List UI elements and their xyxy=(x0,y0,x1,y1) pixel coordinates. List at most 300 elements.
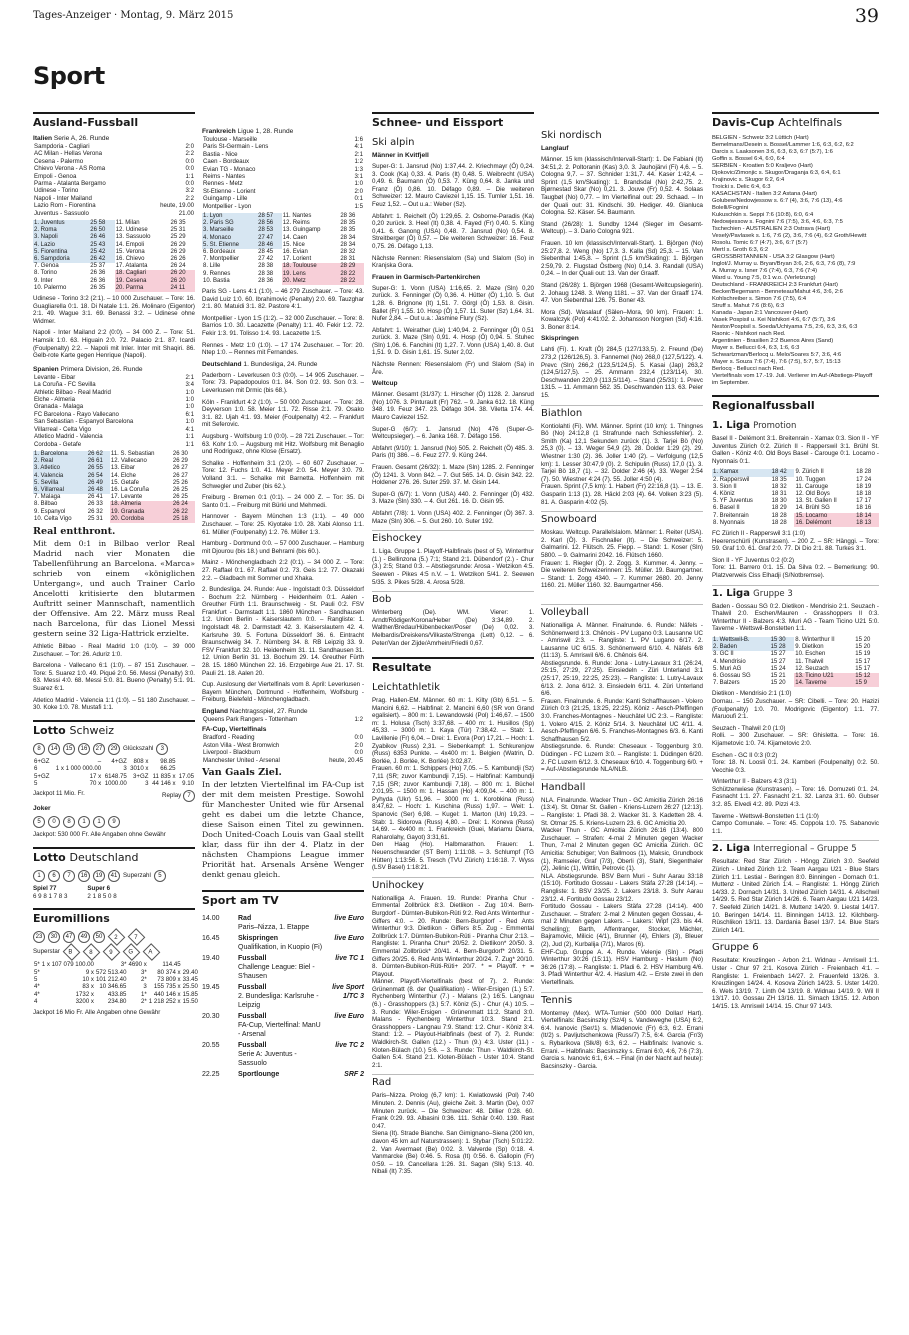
frankreich-report-2: Montpellier - Lyon 1:5 (1:2). – 32 000 Zuschauer. – Tore: 8. Barrios 1:0. 30. Lacazette (Penalty) 1:1. 40. Fekir 1:2. 72. Fekir 1:3. 91. Tolisso 1:4. 93. Lacazette 1:5. xyxy=(202,314,364,338)
points: 26 20 xyxy=(170,278,195,285)
frankreich-heading: Frankreich Ligue 1, 28. Runde xyxy=(202,128,294,135)
team: 20. Metz xyxy=(282,278,340,285)
match: Guingamp - Lille xyxy=(203,195,248,203)
italien-results xyxy=(33,143,195,217)
nordisch-result: Stand (26/28): 1. Sundby 1244 (Sieger im Gesamt-Weltcup). – 3. Dario Cologna 921. xyxy=(541,220,703,236)
points: 26 24 xyxy=(170,263,186,270)
team: 13. St. Gallen II xyxy=(795,498,837,505)
match: Cordoba - Getafe xyxy=(34,440,82,448)
payout-row xyxy=(33,758,195,765)
italien-report-2: Napoli - Inter Mailand 2:2 (0:0). – 34 000 Z. – Tore: 51. Hamsik 1:0. 63. Higuain 2:0. 72. Palacio 2:1. 87. Icardi (Foulpenalty) 2:2. – Napoli mit Inler. Inter mit Shaqiri. 86. Gelb-rote Karte gegen Henrique (Napoli). xyxy=(33,329,195,360)
result-row xyxy=(33,173,195,180)
l2-heading: 2. Liga Interregional – Gruppe 5 xyxy=(712,840,879,855)
payout-cell: 6148.75 xyxy=(104,772,127,780)
match: Chievo Verona - AS Roma xyxy=(34,165,106,173)
team: 3. Marseille xyxy=(202,227,257,234)
alpin-result: Super-G (6/7): 1. Vonn (USA) 440. 2. Fenninger (Ö) 432. 3. Maze (Sln) 330. – 4. Gut 261. 16. D. Gisin 95. xyxy=(372,490,534,506)
lotto-ball: 23 xyxy=(33,931,45,943)
result-row xyxy=(33,158,195,165)
points: 26 27 xyxy=(172,465,188,472)
tv-schedule xyxy=(202,913,364,1080)
header-dateline: Tages-Anzeiger · Montag, 9. März 2015 xyxy=(33,10,234,21)
points: 18 29 xyxy=(771,505,787,512)
team: 11. Carouge xyxy=(795,483,829,490)
match: Juventus - Sassuolo xyxy=(34,209,89,217)
score: 1:6 xyxy=(354,136,363,143)
result-row xyxy=(33,441,195,448)
tv-channel: live Euro xyxy=(334,1013,364,1021)
standing-row xyxy=(202,271,364,278)
points: 28 35 xyxy=(340,220,356,227)
result-row xyxy=(33,381,195,388)
points: 26 25 xyxy=(172,494,188,501)
points: 15 20 xyxy=(855,636,871,643)
points: 26 48 xyxy=(87,487,110,494)
points: 15 24 xyxy=(770,665,786,672)
team: 11. S. Sebastian xyxy=(110,450,155,457)
points: 26 46 xyxy=(89,234,114,241)
result-row xyxy=(202,188,364,195)
payout-cell: 1 218 252 x xyxy=(148,998,181,1006)
result-row xyxy=(33,143,195,150)
team: 15. Verona xyxy=(115,248,145,255)
points: 26 41 xyxy=(87,494,103,501)
team: 18. Toulouse xyxy=(282,263,340,270)
alpin-result: Abfahrt (7/8): 1. Vonn (USA) 402. 2. Fenninger (Ö) 367. 3. Maze (Sln) 306. – 5. Gut 260. 10. Suter 192. xyxy=(372,509,534,525)
points: 28 38 xyxy=(258,270,274,277)
standing-row xyxy=(712,673,879,680)
tv-program xyxy=(238,913,323,933)
alpin-result: Super-G: 1. Vonn (USA) 1:16,65. 2. Maze (Sln) 0,20 zurück. 3. Fenninger (Ö) 0,36. 4. Hütter (Ö) 1,10. 5. Gut 1,28. 6. Brignone (It) 1,51. 7. Görgl (Ö) 1,53. 8. Gisin. Ballet (Fr) 1,55. 10. Hosp (Ö) 1,57. 11. Suter (Sz) 1,64. 31. Nufer 2,84. – Out u.a.: Jasmine Flury (Sz). xyxy=(372,284,534,323)
match: Levante - Eibar xyxy=(34,373,76,381)
payout-cell: 1732 x xyxy=(75,990,94,998)
score: 1:1 xyxy=(185,440,194,448)
standing-row xyxy=(33,234,195,241)
score: 1:1 xyxy=(185,172,194,180)
points: 26 25 xyxy=(172,486,188,493)
tv-time: 19.45 xyxy=(202,984,220,992)
result-row xyxy=(33,210,195,217)
tv-sport: Skispringen xyxy=(238,935,279,943)
standing-row xyxy=(712,484,879,491)
biathlon-text: Kontiolahti (Fi). WM. Männer. Sprint (10 km): 1. Thingnes Bö (No) 24:12,8 (1 Strafrunde nach Schiessfehler). 2. Smith (Ka) 12,1 Sekunden zurück (1). 3. Tarjei Bö (No) 25,3 (0). – 13. Weger 54,9 (2). 28. Dolder 1:29 (2). 29. Wiestner 1:30 (2). 36. Joller 1:40 (2). – Verfolgung (12,5 km): 1. Lesser 30:47,9 (0). 2. Schipulin (Russ) 17,0 (1). 3. Tarjei Bö 18,7 (1). – 32. Dolder 2:46 (4). 33. Weger 2:54 (7). 50. Wiestner 4:24 (7). 55. Joller 4:50 (4). Frauen. Sprint (7,5 km): 1. Habert (Fr) 22:16,8 (1). – 13. E. Gasparin 1:13 (1). 28. Häckl 2:03 (4). 64. Volken 3:23 (5). 81. A. Gasparin 4:02 (5). xyxy=(541,422,703,506)
l1-promotion-text: Basel II - Delémont 3:1. Breitenrain - Xamax 0:3. Sion II - YF Juventus Zürich 0:2. Zürich II - Rapperswil 3:1. Brühl St. Gallen - Köniz 4:0. Old Boys Basel - Carouge 0:1. Locarno - Nyonnais 0:1. xyxy=(712,435,879,465)
team: 15. Nice xyxy=(282,241,305,248)
team: 5. Sevilla xyxy=(33,480,87,487)
payout-cell: 3* xyxy=(140,968,147,976)
page-header xyxy=(33,5,879,28)
team: 7. Montpellier xyxy=(203,256,240,263)
team: 2. Baden xyxy=(712,644,770,651)
payout-cell: 1 x 107 079 100.00 xyxy=(41,961,94,969)
points: 28 35 xyxy=(340,227,356,234)
team: 7. Genoa xyxy=(34,263,59,270)
tv-sport: Sportlounge xyxy=(238,1071,280,1079)
deutschland-report: Cup. Auslosung der Viertelfinals vom 8. April: Leverkusen - Bayern München, Dortmund - Hoffenheim, Wolfsburg - Freiburg, Bielefeld - Mönchengladbach. xyxy=(202,681,364,704)
points: 26 35 xyxy=(170,220,186,227)
team: 4. Valencia xyxy=(33,473,87,480)
points: 15 27 xyxy=(770,651,786,658)
euromillions-balls xyxy=(33,931,195,943)
standing-row xyxy=(33,516,195,523)
payout-cell: 6 xyxy=(34,765,38,773)
payout-cell: 44 146 x xyxy=(152,779,176,787)
alpin-subheading: Weltcup xyxy=(372,380,398,388)
deutschland-reports xyxy=(202,372,364,704)
g3-report-4: Winterthur II - Balzers 4:3 (3:1) Schützenwiese (Kunstrasen). – Tore: 16. Domuzeti 0:1. 24. Fasnacht 1:1. 27. Fasnacht 2:1. 32. Lanza 3:1. 60. Gubser 3:2. 85. Elvedi 4:2. 89. Pizzi 4:3. xyxy=(712,778,879,809)
tv-channel: live TC 1 xyxy=(335,955,364,963)
lotto-ch-balls xyxy=(33,743,195,755)
team: 6. Gossau SG xyxy=(713,672,751,679)
standing-row xyxy=(33,480,195,487)
l1-report-2: Sion II - YF Juventus 0:2 (0:2) Tore: 11. Barrero 0:1. 15. Da Silva 0:2. – Bemerkung: 90. Platzverweis Ciss Elhadji (S/Notbremse). xyxy=(712,556,879,579)
score: 0:0 xyxy=(354,749,363,757)
match: Cesena - Palermo xyxy=(34,157,84,165)
superstar-label: Superstar xyxy=(33,948,60,956)
standing-row xyxy=(712,505,879,512)
payout-cell: 1* xyxy=(140,990,147,998)
bob-text: Winterberg (De). WM. Vierer: 1. Arndt/Rödiger/Korona/Heber (De) 3:34,89. 2. Walther/Bredau/Hübenbecker/Poser (De) 0,02. 3. Melbardis/Dreiskens/Vilkaste/Strenga (Lett) 0,12. – 6. Peter/Van der Zijde/Amrhein/Friedli 0,67. xyxy=(372,609,534,647)
points: 26 54 xyxy=(87,473,110,480)
team: 14. Taverne xyxy=(794,680,854,687)
team: 18. Almeria xyxy=(110,501,172,508)
payout-cell: 5* xyxy=(34,961,40,969)
g3-report-3: Eschen - GC II 0:3 (0:2) Tore: 18. N. Loosli 0:1. 24. Kamberi (Foulpenalty) 0:2. 50. Vecchie 0:3. xyxy=(712,751,879,774)
team: 14. Brühl SG xyxy=(795,505,830,512)
standing-row xyxy=(712,651,879,658)
joker-digit: 5 xyxy=(33,816,45,828)
team: 12. Vallecano xyxy=(110,458,147,465)
payout-cell: 3 xyxy=(123,765,127,773)
points: 18 18 xyxy=(856,490,872,497)
score: 1:0 xyxy=(185,388,194,396)
result-row xyxy=(202,742,364,749)
payout-cell: 440 146 x xyxy=(153,990,181,998)
match: Bradford - Reading xyxy=(203,734,255,742)
team: 5. St. Etienne xyxy=(202,242,257,249)
lotto-ch-jackpot: Jackpot 11 Mio. Fr. xyxy=(33,790,85,798)
tv-channel: live Sport 1/TC 3 xyxy=(332,984,364,1001)
lotto-ball: 29 xyxy=(108,743,120,755)
points: 28 45 xyxy=(258,249,274,256)
payout-cell: 1 x 1 000 000.00 xyxy=(55,765,102,773)
schnee-heading: Schnee- und Eissport xyxy=(372,112,534,129)
result-row xyxy=(33,396,195,403)
team: 10. Bastia xyxy=(203,277,230,284)
section-title: Sport xyxy=(33,62,105,90)
joker-digit: 9 xyxy=(108,816,120,828)
points: 28 53 xyxy=(257,227,282,234)
team: 19. Lens xyxy=(282,271,340,278)
score: 4:1 xyxy=(354,143,363,151)
payout-row xyxy=(33,998,199,1005)
team: 17. Levante xyxy=(110,494,143,501)
team: 3. Sion II xyxy=(713,483,737,490)
spanien-report-3: Atletico Madrid - Valencia 1:1 (1:0). – 51 180 Zuschauer. – 30. Koke 1:0. 78. Mustafi 1:1. xyxy=(33,696,195,712)
score: heute, 19.00 xyxy=(160,202,194,210)
points: 15 20 xyxy=(855,644,871,651)
points: 15 17 xyxy=(855,665,871,672)
frankreich-results xyxy=(202,136,364,210)
team: 11. Thalwil xyxy=(795,658,824,665)
standing-row xyxy=(33,494,195,501)
score: 3:4 xyxy=(185,381,194,389)
nordisch-result: Lahti (Fi). 1. Kraft (Ö) 284,5 (127/133,5). 2. Freund (De) 273,2 (126/126,5). 3. Fannemel (No) 268,0 (127,5/122). 4. Prevc (Sln) 266,2 (123,5/124,5). 5. Kasai (Jap) 263,2 (124,5/127,5). – 25. Ammann 232,4 (123/114). 30. Deschwanden 220,9 (113,5/114). – Stand (25/31): 1. Prevc 1315. – 11. Ammann 562. 35. Deschwanden 113. 63. Peier 15. xyxy=(541,346,703,400)
standing-row xyxy=(33,256,195,263)
score: 2:1 xyxy=(354,150,363,158)
team: 19. Cesena xyxy=(115,278,170,285)
tv-program xyxy=(238,933,323,953)
points: 26 62 xyxy=(87,451,110,458)
team: 20. Cordoba xyxy=(110,516,172,523)
deutschland-report: 2. Bundesliga. 24. Runde: Aue - Ingolstadt 0:3. Düsseldorf - Bochum 2:2. Nürnberg - Heidenheim 0:1. Aalen - Greuther Fürth 1:1. Braunschweig - St. Pauli 0:2. FSV Frankfurt - Darmstadt 1:1. 1860 München - Sandhausen 1:2. Union Berlin - Kaiserslautern 0:0. – Rangliste: 1. Ingolstadt 48. 2. Darmstadt 42. 3. Kaiserslautern 42. 4. Karlsruhe 39. 5. Fortuna Düsseldorf 36. 6. Eintracht Braunschweig 34. 7. Nürnberg 34. 8. RB Leipzig 33. 9. FSV Frankfurt 32. 10. Heidenheim 31. 11. Sandhausen 31. 12. Union Berlin 31. 13. Bochum 29. 14. Greuther Fürth 28. 15. 1860 München 22. 16. Erzgebirge Aue 21. 17. St. Pauli 21. 18. Aalen 20. xyxy=(202,586,364,677)
davis-text: BELGIEN - Schweiz 3:2 Lüttich (Hart) Bemelmans/Desein s. Bossel/Lammer 1:6, 6:3, 6:2, 6:2 Darcis s. Laaksonen 3:6, 6:3, 6:3, 6:7 (5:7), 1:6 Goffin s. Bossel 6:4, 6:0, 6:4 SERBIEN - Kroatien 5:0 Kraljevo (Hart) Djokovic/Zimonjic s. Skugor/Draganja 6:3, 6:4, 6:1 Krajinovic s. Skugor 6:2, 6:4 Troicki s. Delic 6:4, 6:3 KASACHSTAN - Italien 3:2 Astana (Hart) Golubew/Nedowjessow s. 6:7 (4), 3:6, 7:6 (13), 4:6 Bolelli/Fognini Kukuschkin s. Seppi 7:6 (10:8), 6:0, 6:4 Nedowjessow s. Fognini 7:6 (7:5), 3:6, 4:6, 6:3, 7:5 Tschechien - AUSTRALIEN 2:3 Ostrava (Hart) Veselý/Pavlasek s. 1:6, 7:6 (2), 3:6, 7:6 (4), 6:2 Groth/Hewitt Rosolu. Tomic 6:7 (4:7), 3:6, 6:7 (5:7) Mertl s. Groth 6:3, 6:2 GROSSBRITANNIEN - USA 3:2 Glasgow (Hart) Inglot/J. Murray u. Bryan/Bryan 3:6, 2:6, 6:3, 7:6 (8), 7:9 A. Murray s. Isner 7:6 (7:4), 6:3, 7:6 (7:4) Ward u. Young 7:5, 0:1 w.o. (Verletzung) Deutschland - FRANKREICH 2:3 Frankfurt (Hart) Becker/Begemann - Benneteau/Mahut 4:6, 3:6, 2:6 Kohlschreiber s. Simon 7:6 (7:5), 6:4 Struff s. Mahut 7:6 (8:6), 6:3 Kanada - Japan 2:1 Vancouver (Hart) Vasek Pospisil u. Kei Nishikori 4:6, 6:7 (5:7), 3:6 Nestor/Pospisil s. Soeda/Uchiyama 7:5, 2:6, 6:3, 3:6, 6:3 Raonic - Nishikori nach Red. Argentinien - Brasilien 2:2 Buenos Aires (Sand) Mayer s. Bellucci 6:4, 6:3, 1:6, 6:3 Schwartzman/Berlocq u. Melo/Soares 5:7, 3:6, 4:6 Mayer s. Souza 7:6 (7:4), 7:6 (7:5), 5:7, 5:7, 15:13 Berlocq - Bellucci nach Red. Viertelfinals vom 17.-19. Juli. Verlierer im Auf-/Abstiegs-Playoff im September. xyxy=(712,135,873,386)
result-row xyxy=(33,202,195,209)
superstar-char: 9 xyxy=(108,949,113,956)
score: 0:0 xyxy=(185,165,194,173)
points: 26 33 xyxy=(87,501,103,508)
result-row xyxy=(202,136,364,143)
match: Sampdoria - Cagliari xyxy=(34,143,90,150)
g6-text: Resultate: Kreuzlingen - Arbon 2:1. Widnau - Amriswil 1:1. Uster - Chur 97 2:1. Kosova Zürich - Freienbach 4:1. – Rangliste: 1. Freienbach 14/27. 2. Frauenfeld 13/26. 3. Kreuzlingen 14/24. 4. Kosova Zürich 14/23. 5. Uster 14/20. 6. Wels 13/19. 7. Linth 04 13/19. 8. Widnau 14/19. 9. Wil II 13/17. 10. Gossau ZH 13/16. 11. Sirnach 13/15. 12. Arbon 14/15. 13. Amriswil 14/14. 15. Chur 97 14/3. xyxy=(712,957,879,1010)
score: 0:0 xyxy=(185,180,194,188)
match: Montpellier - Lyon xyxy=(203,202,252,210)
points: 28 29 xyxy=(339,263,364,270)
match: Athletic Bilbao - Real Madrid xyxy=(34,388,111,396)
standing-row xyxy=(33,465,195,472)
score: 1:0 xyxy=(185,418,194,426)
column-schnee-right xyxy=(541,128,703,1332)
team: 6. Basel II xyxy=(713,505,740,512)
alpin-result: Abfahrt: 1. Reichelt (Ö) 1:29,65. 2. Osborne-Paradis (Ka) 0,20 zurück. 3. Heel (It) 0,38. 4. Fayed (Fr) 0,40. 5. Küng 0,41. 6. Ganong (USA) 0,48. 7. Jansrud (No) 0,54. 8. Streitberger (Ö) 0,57. – Die weiteren Schweizer: 16. Feuz 0,75. 26. Défago 1,13. xyxy=(372,212,534,250)
tv-row xyxy=(202,1069,364,1080)
tv-time: 16.45 xyxy=(202,935,220,943)
points: 26 20 xyxy=(170,270,195,277)
points: 18 28 xyxy=(771,519,787,526)
team: 5. YF Juventus xyxy=(713,498,753,505)
match: Granada - Malaga xyxy=(34,403,84,411)
spanien-report-2: Barcelona - Vallecano 6:1 (1:0). – 87 151 Zuschauer. – Tore: 5. Suarez 1:0. 49. Piqué 2:0. 56. Messi (Penalty) 3:0. 63. Messi 4:0. 68. Messi 5:0. 81. Bueno (Penalty) 5:1. 91. Suarez 6:1. xyxy=(33,662,195,692)
l2-text: Resultate: Red Star Zürich - Höngg Zürich 3:0. Seefeld Zürich - United Zürich 1:2. Team Aargau U21 - Blue Stars Zürich 1:1. Lestial - Beringen 8:0. Binningen - Dornach 0:1. Muttenz - United Zürich 1:4. – Rangliste: 1. Höngg Zürich 14/33. 2. Dornach 14/31. 3. United Zürich 14/31. 4. Allschwil 14/29. 5. Red Star Zürich 14/26. 6. Team Aargau U21 14/23. 7. Seefeld Zürich 14/21. 8. Muttenz 14/20. 9. Liestal 14/17. 10. Beringen 14/14. 11. Binningen 14/13. 12. Kilchberg-Rüschlikon 13/11. 13. Dardania Basel 13/7. 14. Blue Stars Zürich 14/1. xyxy=(712,858,879,934)
points: 25 31 xyxy=(170,227,186,234)
team: 4. Monaco xyxy=(202,235,257,242)
rad-heading: Rad xyxy=(372,1074,534,1089)
superzahl-label: Superzahl xyxy=(123,872,151,880)
team: 11. Nantes xyxy=(282,213,312,220)
points: 15 21 xyxy=(770,672,786,679)
standing-row xyxy=(33,278,195,285)
standing-row xyxy=(202,220,364,227)
nordisch-results xyxy=(541,145,703,400)
team: 14. Elche xyxy=(110,472,136,479)
points: 26 24 xyxy=(172,501,195,508)
standing-row xyxy=(712,644,879,651)
team: 16. Delémont xyxy=(794,520,855,527)
match: La Coruña - FC Sevilla xyxy=(34,381,96,389)
points: 26 26 xyxy=(170,256,186,263)
standing-row xyxy=(202,213,364,220)
team: 10. Tuggen xyxy=(795,476,826,483)
payout-row xyxy=(33,961,199,968)
lotto-ball: 14 xyxy=(48,743,60,755)
tv-channel: live Euro xyxy=(334,935,364,943)
tv-event: Paris–Nizza, 1. Etappe xyxy=(238,924,310,932)
payout-cell: 3* xyxy=(120,961,127,969)
team: 1. Wettswil-B. xyxy=(712,637,770,644)
payout-cell: 17 x xyxy=(89,772,102,780)
payout-cell: 10 346.65 xyxy=(99,983,127,991)
lotto-ball: 41 xyxy=(108,870,120,882)
tv-row xyxy=(202,933,364,953)
points: 18 32 xyxy=(771,483,787,490)
l1-promotion-standings xyxy=(712,469,879,527)
joker-text: Jackpot: 530 000 Fr. Alle Angaben ohne Gewähr xyxy=(33,831,166,839)
snowboard-text: Moskau. Weltcup. Parallelslalom. Männer: 1. Reiter (USA). 2. Karl (Ö). 3. Fischnaller (It). – Die Schweizer: 5. Galmarini. 12. Flütsch. 25. Fiepp. – Stand: 1. Koser (Sln) 5800. – 9. Galmarini 2042. 16. Flütsch 1660. Frauen: 1. Riegler (Ö). 2. Zogg. 3. Kummer. 4. Jenny. – Die weiteren Schweizerinnen: 15. Müller. 19. Baumgartner. – Stand: 1. Zogg 4340. – 7. Kummer 2680. 20. Jenny 1160. 21. Müller 1160. 32. Baumgartner 456. xyxy=(541,529,703,590)
match: Elche - Almeria xyxy=(34,396,75,404)
team: 17. Lorient xyxy=(282,256,312,263)
standing-row xyxy=(202,227,364,234)
result-row xyxy=(202,195,364,202)
match: Lazio Rom - Fiorentina xyxy=(34,202,96,210)
score: 0:0 xyxy=(354,734,363,742)
points: 28 34 xyxy=(340,234,356,241)
payout-cell: – xyxy=(97,757,102,765)
match: AC Milan - Hellas Verona xyxy=(34,150,103,158)
score: 2:0 xyxy=(354,187,363,195)
lotto-ball: 19 xyxy=(93,870,105,882)
payout-cell: 10 x xyxy=(82,975,94,983)
team: 18. Cagliari xyxy=(115,270,170,277)
score: 3:1 xyxy=(354,173,363,181)
g6-heading: Gruppe 6 xyxy=(712,939,879,954)
result-row xyxy=(202,749,364,756)
points: 28 34 xyxy=(340,241,356,248)
score: 1:2 xyxy=(354,716,363,723)
result-row xyxy=(33,150,195,157)
standing-row xyxy=(712,477,879,484)
standing-row xyxy=(33,242,195,249)
lotto-ball: 47 xyxy=(63,931,75,943)
tv-heading: Sport am TV xyxy=(202,890,364,907)
points: 26 35 xyxy=(90,284,106,291)
standing-row xyxy=(202,256,364,263)
payout-cell: 9 x xyxy=(85,968,94,976)
standing-row xyxy=(712,469,879,476)
score: 2:2 xyxy=(185,194,194,202)
team: 1. Barcelona xyxy=(33,451,87,458)
points: 28 38 xyxy=(258,263,274,270)
points: 28 22 xyxy=(339,271,364,278)
payout-cell: 5+GZ xyxy=(34,772,50,780)
match: Udinese - Torino xyxy=(34,187,79,195)
alpin-subheading: Frauen in Garmisch-Partenkirchen xyxy=(372,273,481,281)
payout-cell: 11 835 x xyxy=(152,772,176,780)
superstar-char: 8 xyxy=(88,949,93,956)
payout-cell: 80 374 x xyxy=(157,968,181,976)
england-heading: England Nachtragsspiel, 27. Runde xyxy=(202,708,308,715)
team: 1. Xamax xyxy=(712,469,771,476)
tv-row xyxy=(202,1011,364,1040)
score: 1:1 xyxy=(185,433,194,441)
team: 11. Milan xyxy=(115,220,140,227)
team: 2. Real xyxy=(33,458,87,465)
alpin-heading: Ski alpin xyxy=(372,137,415,148)
payout-cell: 114.45 xyxy=(162,961,181,969)
team: 16. Chievo xyxy=(115,256,145,263)
points: 18 16 xyxy=(856,505,872,512)
points: 18 28 xyxy=(771,512,787,519)
g3-report-5: Taverne - Wettswil-Bonstetten 1:1 (1:0) Campo Comunale. – Tore: 45. Coppola 1:0. 75. Sabanovic 1:1. xyxy=(712,812,879,835)
tv-channel: live Euro xyxy=(334,915,364,923)
italien-heading: Italien Serie A, 26. Runde xyxy=(33,135,110,142)
team: 12. Seuzach xyxy=(795,665,829,672)
points: 28 36 xyxy=(340,213,356,220)
lotto-ball: 50 xyxy=(93,931,105,943)
score: 1:0 xyxy=(185,403,194,411)
star-number: 7 xyxy=(134,934,138,941)
payout-row xyxy=(33,773,195,780)
team: 7. Balzers xyxy=(713,680,740,687)
lotto-ball: 1 xyxy=(33,870,45,882)
star-icon xyxy=(62,943,80,961)
match: Empoli - Genoa xyxy=(34,172,77,180)
score: 1:2 xyxy=(354,158,363,166)
match: Liverpool - Blackburn xyxy=(203,749,261,757)
standing-row xyxy=(33,473,195,480)
payout-row xyxy=(33,983,199,990)
regional-heading: Regionalfussball xyxy=(712,395,879,412)
points: 26 36 xyxy=(90,277,106,284)
euromillions-payouts xyxy=(33,961,199,1005)
team: 12. Udinese xyxy=(115,227,148,234)
nordisch-subheading: Skispringen xyxy=(541,335,579,343)
points: 25 29 xyxy=(170,234,186,241)
lotto-ball: 16 xyxy=(78,743,90,755)
team: 13. Guingamp xyxy=(282,227,321,234)
points: 18 13 xyxy=(855,520,879,527)
points: 15 9 xyxy=(854,680,879,687)
spanien-heading: Spanien Primera Division, 26. Runde xyxy=(33,365,143,373)
payout-cell: 101 212.40 xyxy=(95,975,127,983)
payout-cell: 83 x xyxy=(82,983,94,991)
standing-row xyxy=(33,249,195,256)
la-text: Prag. Hallen-EM. Männer. 60 m: 1. Kilty (Gb) 6,51. – 5. Mancini 6,62. – Halbfinal: 2. Mancini 6,60 (SR von Grand egalisiert). – 800 m: 1. Lewandowski (Pol) 1:46,67. – 1500 m: 1. Holusa (Tsch) 3:37,68. – 400 m: 1. Husillos (Sp) 45,33. – 3000 m: 1. Kaya (Tür) 7:38,42. – Stab: 1. Lavillenie (Fr) 6,04. – Drei: 1. Evora (Por) 17,21. – Hoch: 1. Zyabikov (Russ) 2,31. – Siebenkampf: 1. Schkurenjow (Russ) 6353 Punkte. – 4x400 m: 1. Belgien (Watrin, D. Borlée, J. Borlée, K. Borlée) 3:02,87. Frauen. 60 m: 1. Schippers (Ho) 7,05. – 5. Kambundji (Sz) 7,11 (SR; zuvor Kambundji 7,15). – Halbfinal: Kambundji 7,15 (SR; zuvor Kambundji 7,18). – 800 m: 1. Büchel 2:01,95. – 1500 m: 1. Hassan (Ho) 4:09,04. – 400 m: 1. Pyhyda (Ukr) 51,96. – 3000 m: 1. Korobkina (Russ) 8:47,62. – Hoch: 1. Kuschina (Russ) 1,97. – Weit: 1. Spanovic (Ser) 6,98. – Kugel: 1. Marton (Un) 19,23. – Stab: 1. Sidorova (Russ) 4,80. – Drei: 1. Koneva (Russ) 14,69. – 4x400 m: 1. Frankreich (Guei, Mariamu Diarra, Raharolahy, Gayot) 3:31,61. Den Haag (Ho). Halbmarathon. Frauen: 1. Neuenschwander (ST Bern) 1:11:08. – 3. Schlumpf (TG Hütten) 1:13:56. 5. Tresch (TVU Zürich) 1:16:18. 7. Wyss (LSV Basel) 1:18:21. xyxy=(372,697,534,872)
payout-cell: 234.80 xyxy=(107,998,127,1006)
match: Toulouse - Marseille xyxy=(203,136,258,143)
superstar-char: A xyxy=(148,949,153,956)
team: 13. Ticino U21 xyxy=(794,673,854,680)
points: 15 28 xyxy=(770,644,795,651)
superzahl-ball: 5 xyxy=(154,870,166,882)
snowboard-heading: Snowboard xyxy=(541,511,703,526)
eishockey-heading: Eishockey xyxy=(372,530,534,545)
nordisch-result: Stand (26/28): 1. Björgen 1968 (Gesamt-Weltcupsiegerin). 2. Johaug 1248. 3. Weng 1181. – 37. Van der Graaff 174. 47. Von Siebenthal 126. 75. Boner 43. xyxy=(541,281,703,305)
tv-event: Challenge League: Biel - S'hausen xyxy=(238,964,315,981)
tv-event: 2. Bundesliga: Karlsruhe - Leipzig xyxy=(238,993,319,1010)
spanien-report-1: Athletic Bilbao - Real Madrid 1:0 (1:0). – 39 000 Zuschauer. – Tor: 26. Aduriz 1:0. xyxy=(33,642,195,658)
score: 4:1 xyxy=(185,425,194,433)
payout-cell: 1000.00 xyxy=(104,779,127,787)
payout-cell: 3010 x xyxy=(130,765,149,773)
match: Manchester United - Arsenal xyxy=(203,756,280,764)
points: 26 30 xyxy=(172,450,188,457)
points: 25 31 xyxy=(87,515,103,522)
team: 6. Villarreal xyxy=(33,487,87,494)
team: 8. Bilbao xyxy=(34,501,58,508)
tv-channel: live TC 2 xyxy=(335,1042,364,1050)
score: 2:0 xyxy=(185,143,194,150)
points: 15 20 xyxy=(770,680,786,687)
